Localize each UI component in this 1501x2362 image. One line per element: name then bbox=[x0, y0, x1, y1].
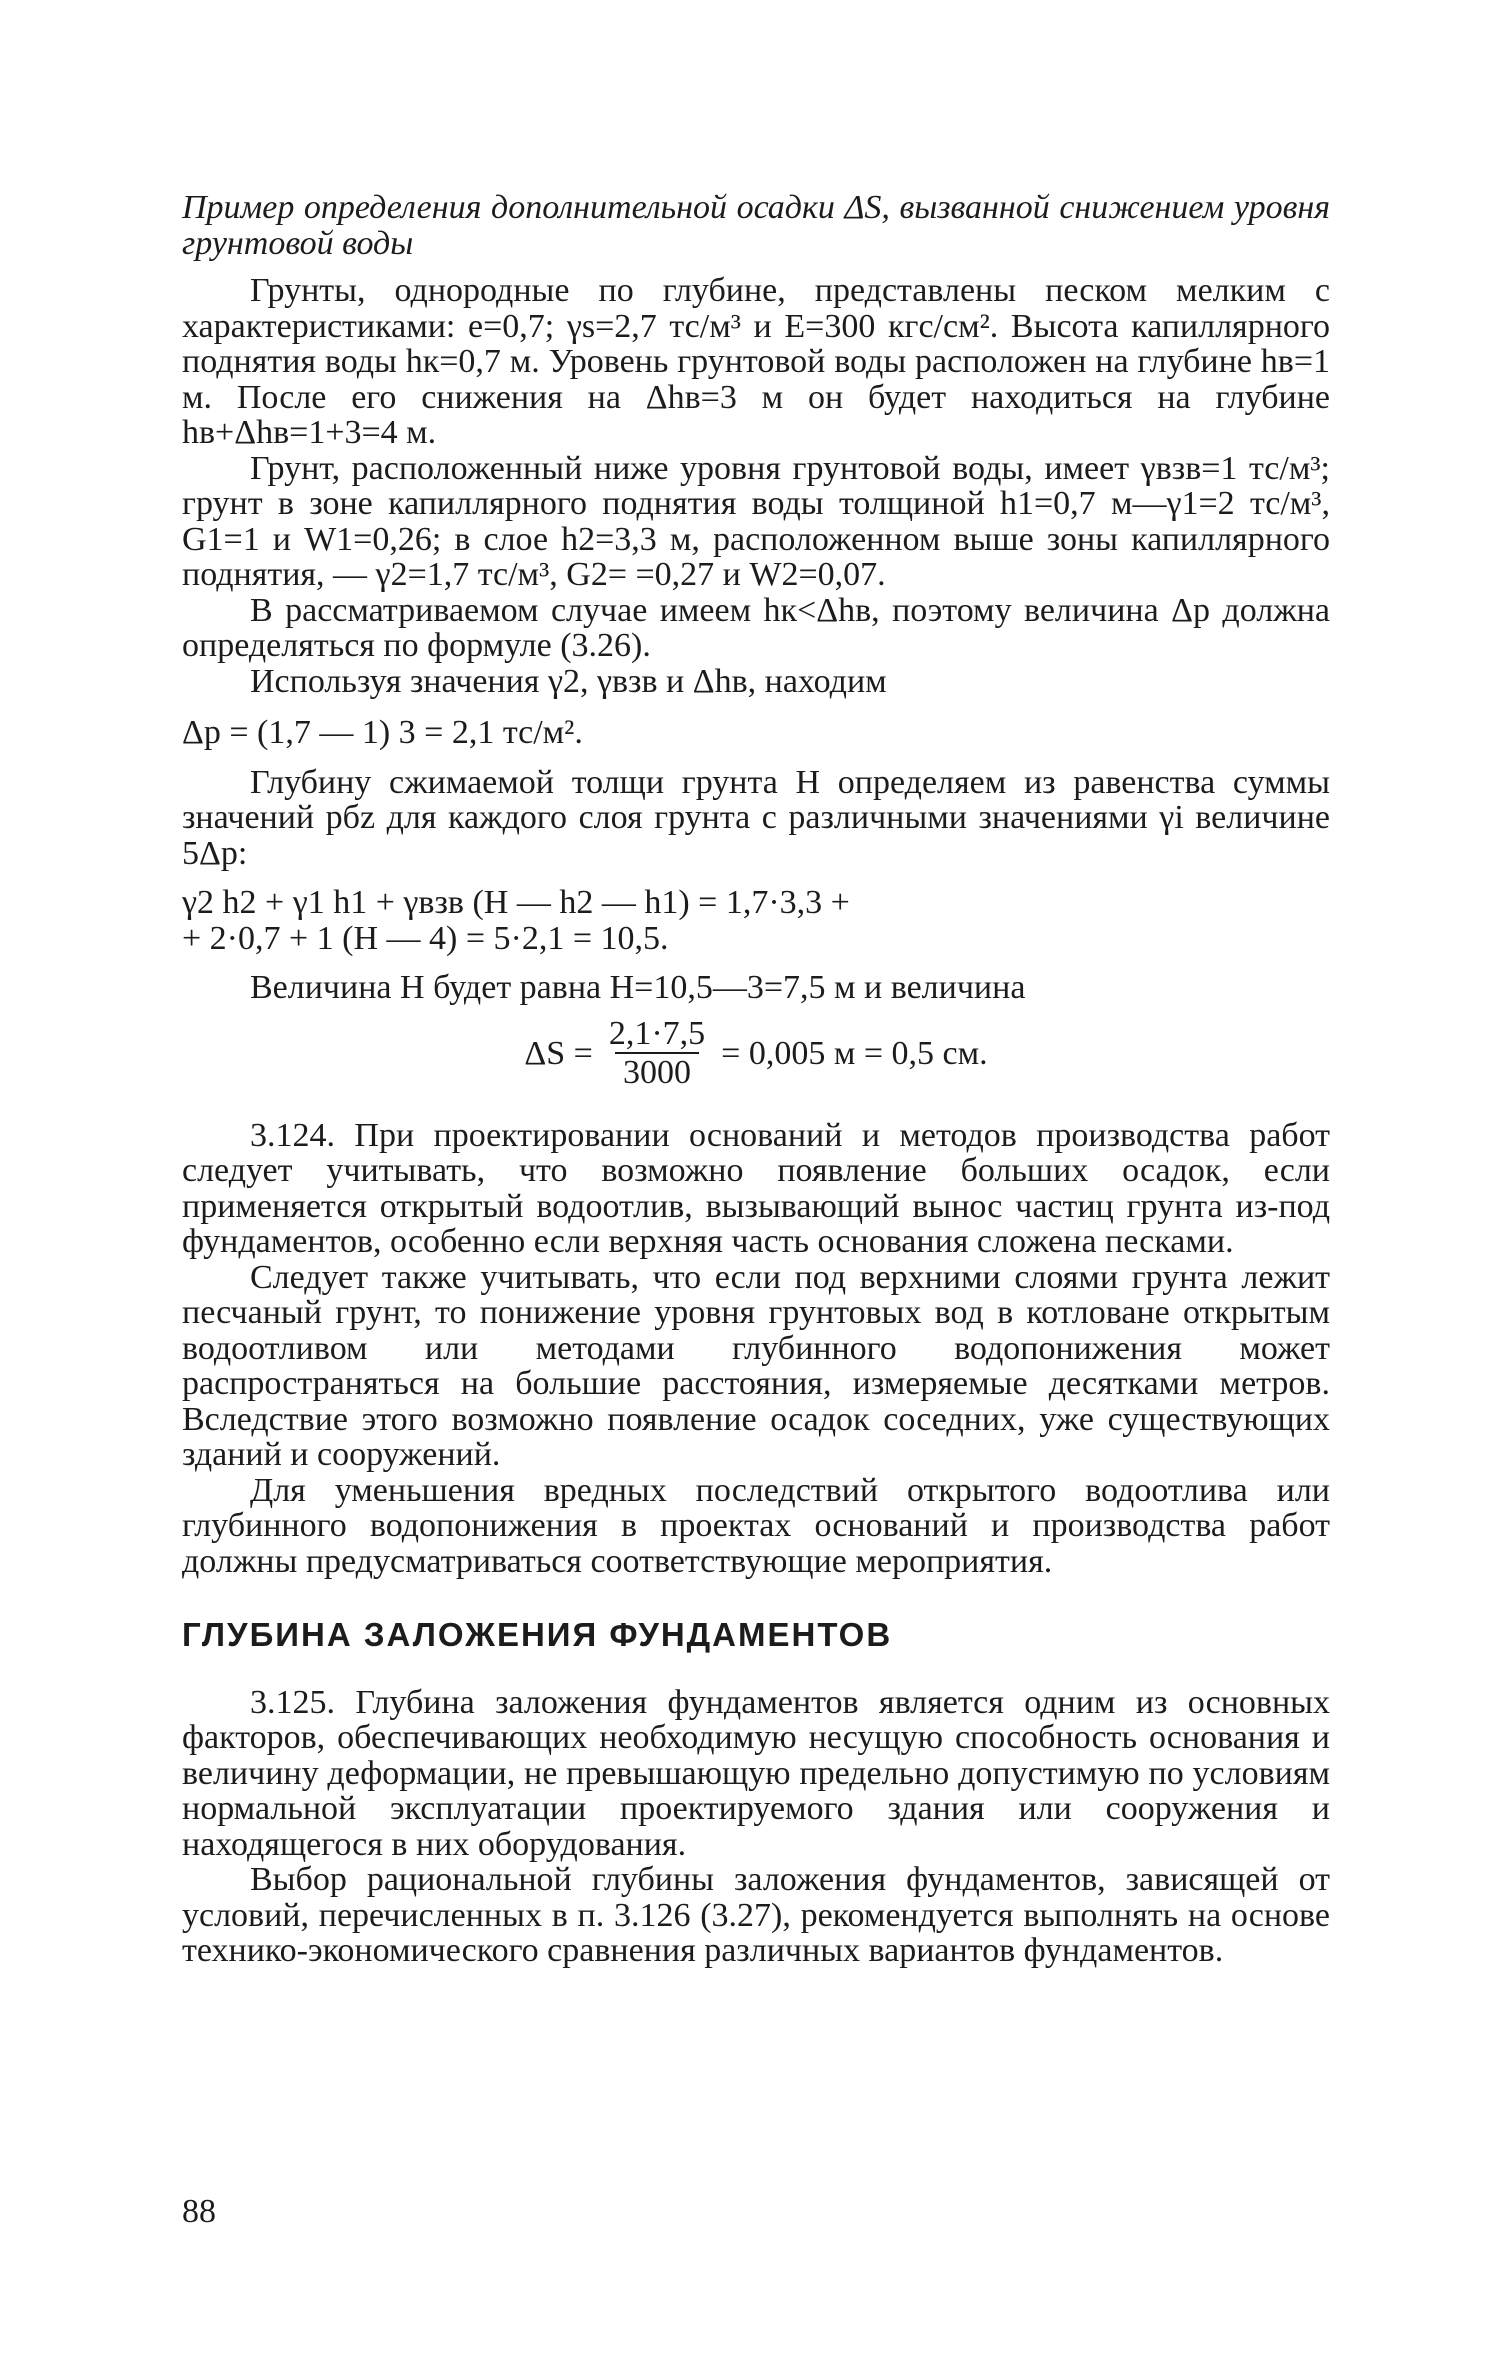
formula-settlement-fraction bbox=[601, 1016, 713, 1092]
formula-depth-line-2: + 2·0,7 + 1 (H — 4) = 5·2,1 = 10,5. bbox=[182, 919, 669, 957]
formula-depth-line-1: γ2 h2 + γ1 h1 + γвзв (H — h2 — h1) = 1,7·3,3 + bbox=[182, 884, 850, 921]
paragraph-3-125: 3.125. Глубина заложения фундаментов является одним из основных факторов, обеспечивающих необходимую несущую способность основания и величину деформации, не превышающую предельно допустимую по условиям нормальной эксплуатации проектируемого здания или сооружения и находящегося в них оборудования. bbox=[182, 1683, 1330, 1863]
formula-delta-p: Δp = (1,7 — 1) 3 = 2,1 тс/м². bbox=[182, 714, 583, 751]
paragraph-dewatering-distance: Следует также учитывать, что если под верхними слоями грунта лежит песчаный грунт, то понижение уровня грунтовых вод в котловане открытым водоотливом или методами глубинного водопонижения может распространяться на большие расстояния, измеряемые десятками метров. Вследствие этого возможно появление осадок соседних, уже существующих зданий и сооружений. bbox=[182, 1258, 1330, 1473]
formula-settlement-rhs: = 0,005 м = 0,5 см. bbox=[721, 1034, 988, 1072]
example-title: Пример определения дополнительной осадки ΔS, вызванной снижением уровня грунтовой воды bbox=[182, 189, 1330, 262]
paragraph-compressible-depth: Глубину сжимаемой толщи грунта H определяем из равенства суммы значений pбz для каждого слоя грунта с различными значениями γi величине 5Δp: bbox=[182, 763, 1330, 872]
section-title: ГЛУБИНА ЗАЛОЖЕНИЯ ФУНДАМЕНТОВ bbox=[182, 1616, 893, 1653]
fraction-numerator: 2,1·7,5 bbox=[608, 1014, 706, 1052]
paragraph-3-124: 3.124. При проектировании оснований и методов производства работ следует учитывать, что возможно появление больших осадок, если применяется открытый водоотлив, вызывающий вынос частиц грунта из-под фундаментов, особенно если верхняя часть основания сложена песками. bbox=[182, 1116, 1330, 1260]
paragraph-mitigation: Для уменьшения вредных последствий открытого водоотлива или глубинного водопонижения в проектах оснований и производства работ должны предусматриваться соответствующие мероприятия. bbox=[182, 1471, 1330, 1580]
formula-settlement bbox=[182, 1016, 1330, 1092]
paragraph-case-condition: В рассматриваемом случае имеем hк<Δhв, поэтому величина Δp должна определяться по формуле (3.26). bbox=[182, 591, 1330, 664]
paragraph-soil-characteristics: Грунты, однородные по глубине, представлены песком мелким с характеристиками: e=0,7; γs=2,7 тс/м³ и E=300 кгс/см². Высота капиллярного поднятия воды hк=0,7 м. Уровень грунтовой воды расположен на глубине hв=1 м. После его снижения на Δhв=3 м он будет находиться на глубине hв+Δhв=1+3=4 м. bbox=[182, 272, 1330, 451]
text-column bbox=[182, 190, 1330, 1969]
page-number: 88 bbox=[182, 2193, 216, 2230]
paragraph-depth-selection: Выбор рациональной глубины заложения фундаментов, зависящей от условий, перечисленных в п. 3.126 (3.27), рекомендуется выполнять на основе технико-экономического сравнения различных вариантов фундаментов. bbox=[182, 1861, 1330, 1969]
paragraph-soil-layers: Грунт, расположенный ниже уровня грунтовой воды, имеет γвзв=1 тс/м³; грунт в зоне капиллярного поднятия воды толщиной h1=0,7 м—γ1=2 тс/м³, G1=1 и W1=0,26; в слое h2=3,3 м, расположенном выше зоны капиллярного поднятия, — γ2=1,7 тс/м³, G2= =0,27 и W2=0,07. bbox=[182, 449, 1330, 593]
fraction-denominator: 3000 bbox=[615, 1052, 699, 1092]
formula-settlement-lhs: ΔS = bbox=[524, 1034, 593, 1072]
paragraph-h-value: Величина H будет равна H=10,5—3=7,5 м и величина bbox=[250, 969, 1026, 1006]
paragraph-using-values: Используя значения γ2, γвзв и Δhв, находим bbox=[250, 662, 887, 700]
